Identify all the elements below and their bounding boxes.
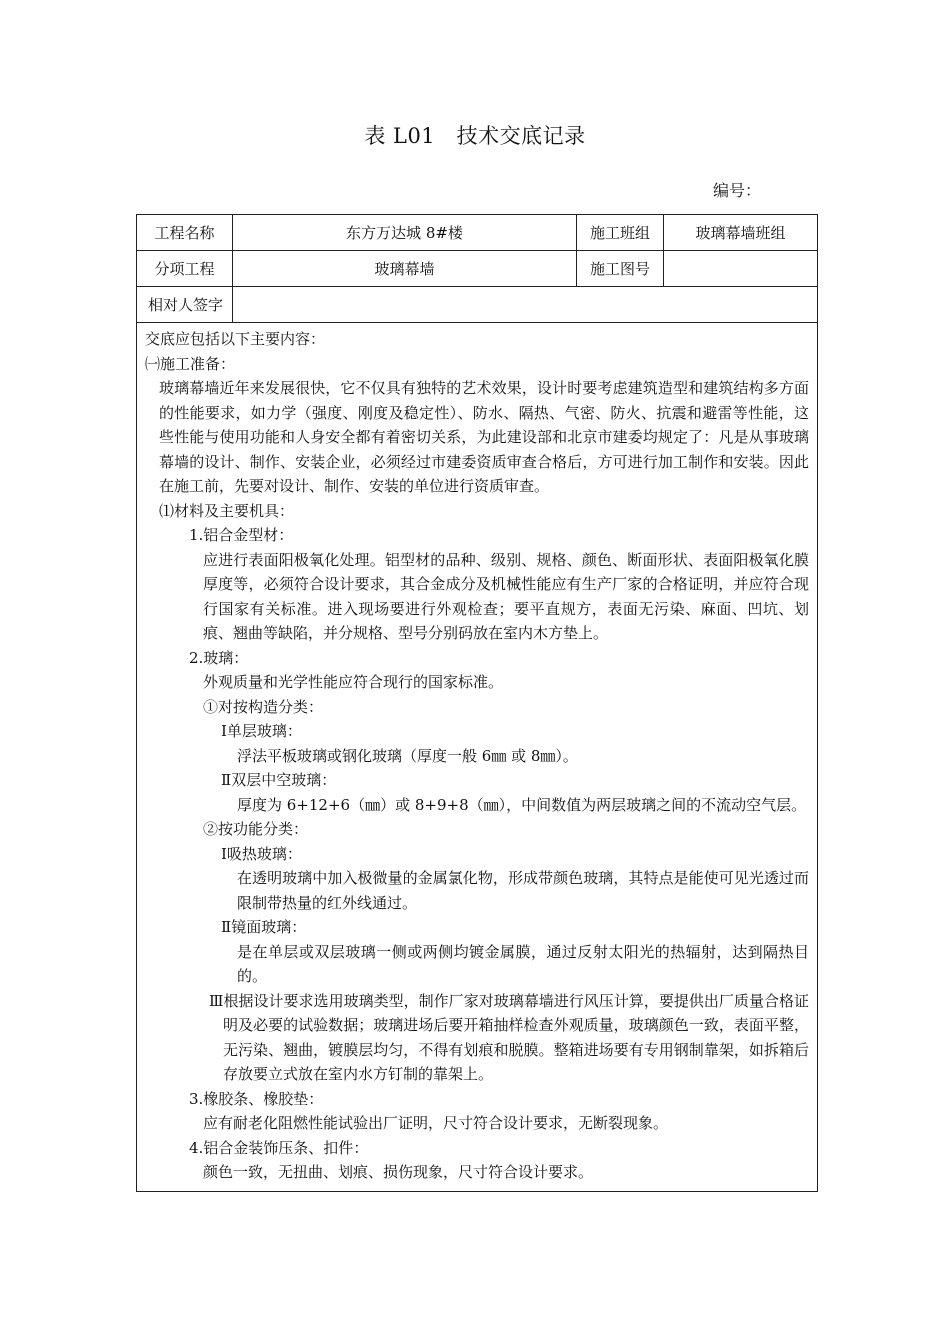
team-value[interactable]: 玻璃幕墙班组 [664, 215, 818, 251]
item-trim-title: 4.铝合金装饰压条、扣件： [189, 1138, 369, 1157]
section-construction-prep-text: 玻璃幕墙近年来发展很快，它不仅具有独特的艺术效果，设计时要考虑建筑造型和建筑结构多方面的性能要求，如力学（强度、刚度及稳定性）、防水、隔热、气密、防火、抗震和避雷等性能，这些性能与使用功能和人身安全都有着密切关系，为此建设部和北京市建委均规定了：凡是从事玻璃幕墙的设计、制作、安装企业，必须经过市建委资质审查合格后，方可进行加工制作和安装。因此在施工前，先要对设计、制作、安装的单位进行资质审查。 [159, 379, 809, 495]
section-construction-prep-title: ㈠施工准备： [145, 354, 236, 373]
item-aluminum-title: 1.铝合金型材： [189, 526, 294, 544]
glass-structure-class-title: ①对按构造分类： [203, 697, 324, 716]
glass-function-class-title: ②按功能分类： [203, 820, 309, 838]
subproject-row [137, 251, 818, 287]
document-number-label: 编号： [713, 181, 762, 200]
signature-row [137, 287, 818, 323]
signature-label: 相对人签字 [137, 287, 233, 323]
single-glass-text: 浮法平板玻璃或钢化玻璃（厚度一般 6㎜ 或 8㎜）。 [237, 746, 578, 765]
content-row [137, 323, 818, 1192]
heat-absorbing-glass-title: Ⅰ吸热玻璃： [221, 844, 302, 863]
mirror-glass-text: 是在单层或双层玻璃一侧或两侧均镀金属膜，通过反射太阳光的热辐射，达到隔热目的。 [237, 942, 809, 985]
project-name-value[interactable]: 东方万达城 8#楼 [233, 215, 577, 251]
item-rubber-text: 应有耐老化阻燃性能试验出厂证明，尺寸符合设计要求，无断裂现象。 [203, 1114, 669, 1132]
technical-briefing-table [136, 214, 818, 1192]
signature-value[interactable] [233, 287, 818, 323]
materials-title: ⑴材料及主要机具： [159, 501, 295, 520]
project-row [137, 215, 818, 251]
content-intro: 交底应包括以下主要内容： [145, 330, 326, 348]
item-glass-text: 外观质量和光学性能应符合现行的国家标准。 [203, 673, 504, 691]
drawing-number-value[interactable] [664, 251, 818, 287]
mirror-glass-title: Ⅱ镜面玻璃： [221, 918, 307, 936]
heat-absorbing-glass-text: 在透明玻璃中加入极微量的金属氯化物，形成带颜色玻璃，其特点是能使可见光透过而限制带热量的红外线通过。 [237, 869, 809, 912]
item-trim-text: 颜色一致，无扭曲、划痕、损伤现象，尺寸符合设计要求。 [203, 1163, 594, 1181]
item-aluminum-text: 应进行表面阳极氧化处理。铝型材的品种、级别、规格、颜色、断面形状、表面阳极氧化膜厚度等，必须符合设计要求，其合金成分及机械性能应有生产厂家的合格证明，并应符合现行国家有关标准。进入现场要进行外观检查；要平直规方，表面无污染、麻面、凹坑、划痕、翘曲等缺陷，并分规格、型号分别码放在室内木方垫上。 [203, 550, 809, 642]
drawing-number-label: 施工图号 [577, 251, 664, 287]
item-rubber-title: 3.橡胶条、橡胶垫： [189, 1089, 324, 1108]
item-glass-title: 2.玻璃： [189, 648, 249, 667]
single-glass-title: Ⅰ单层玻璃： [221, 722, 302, 740]
insulated-glass-text: 厚度为 6+12+6（㎜）或 8+9+8（㎜），中间数值为两层玻璃之间的不流动空气层。 [237, 795, 807, 814]
subproject-label: 分项工程 [137, 251, 233, 287]
briefing-content [137, 323, 818, 1192]
document-title: 表 L01 技术交底记录 [364, 124, 586, 148]
subproject-value[interactable]: 玻璃幕墙 [233, 251, 577, 287]
glass-selection-text: Ⅲ根据设计要求选用玻璃类型，制作厂家对玻璃幕墙进行风压计算，要提供出厂质量合格证明及必要的试验数据；玻璃进场后要开箱抽样检查外观质量，玻璃颜色一致，表面平整，无污染、翘曲，镀膜层均匀，不得有划痕和脱膜。整箱进场要有专用钢制靠架，如拆箱后存放要立式放在室内水方钉制的靠架上。 [209, 991, 809, 1083]
project-name-label: 工程名称 [137, 215, 233, 251]
team-label: 施工班组 [577, 215, 664, 251]
insulated-glass-title: Ⅱ双层中空玻璃： [221, 771, 337, 789]
